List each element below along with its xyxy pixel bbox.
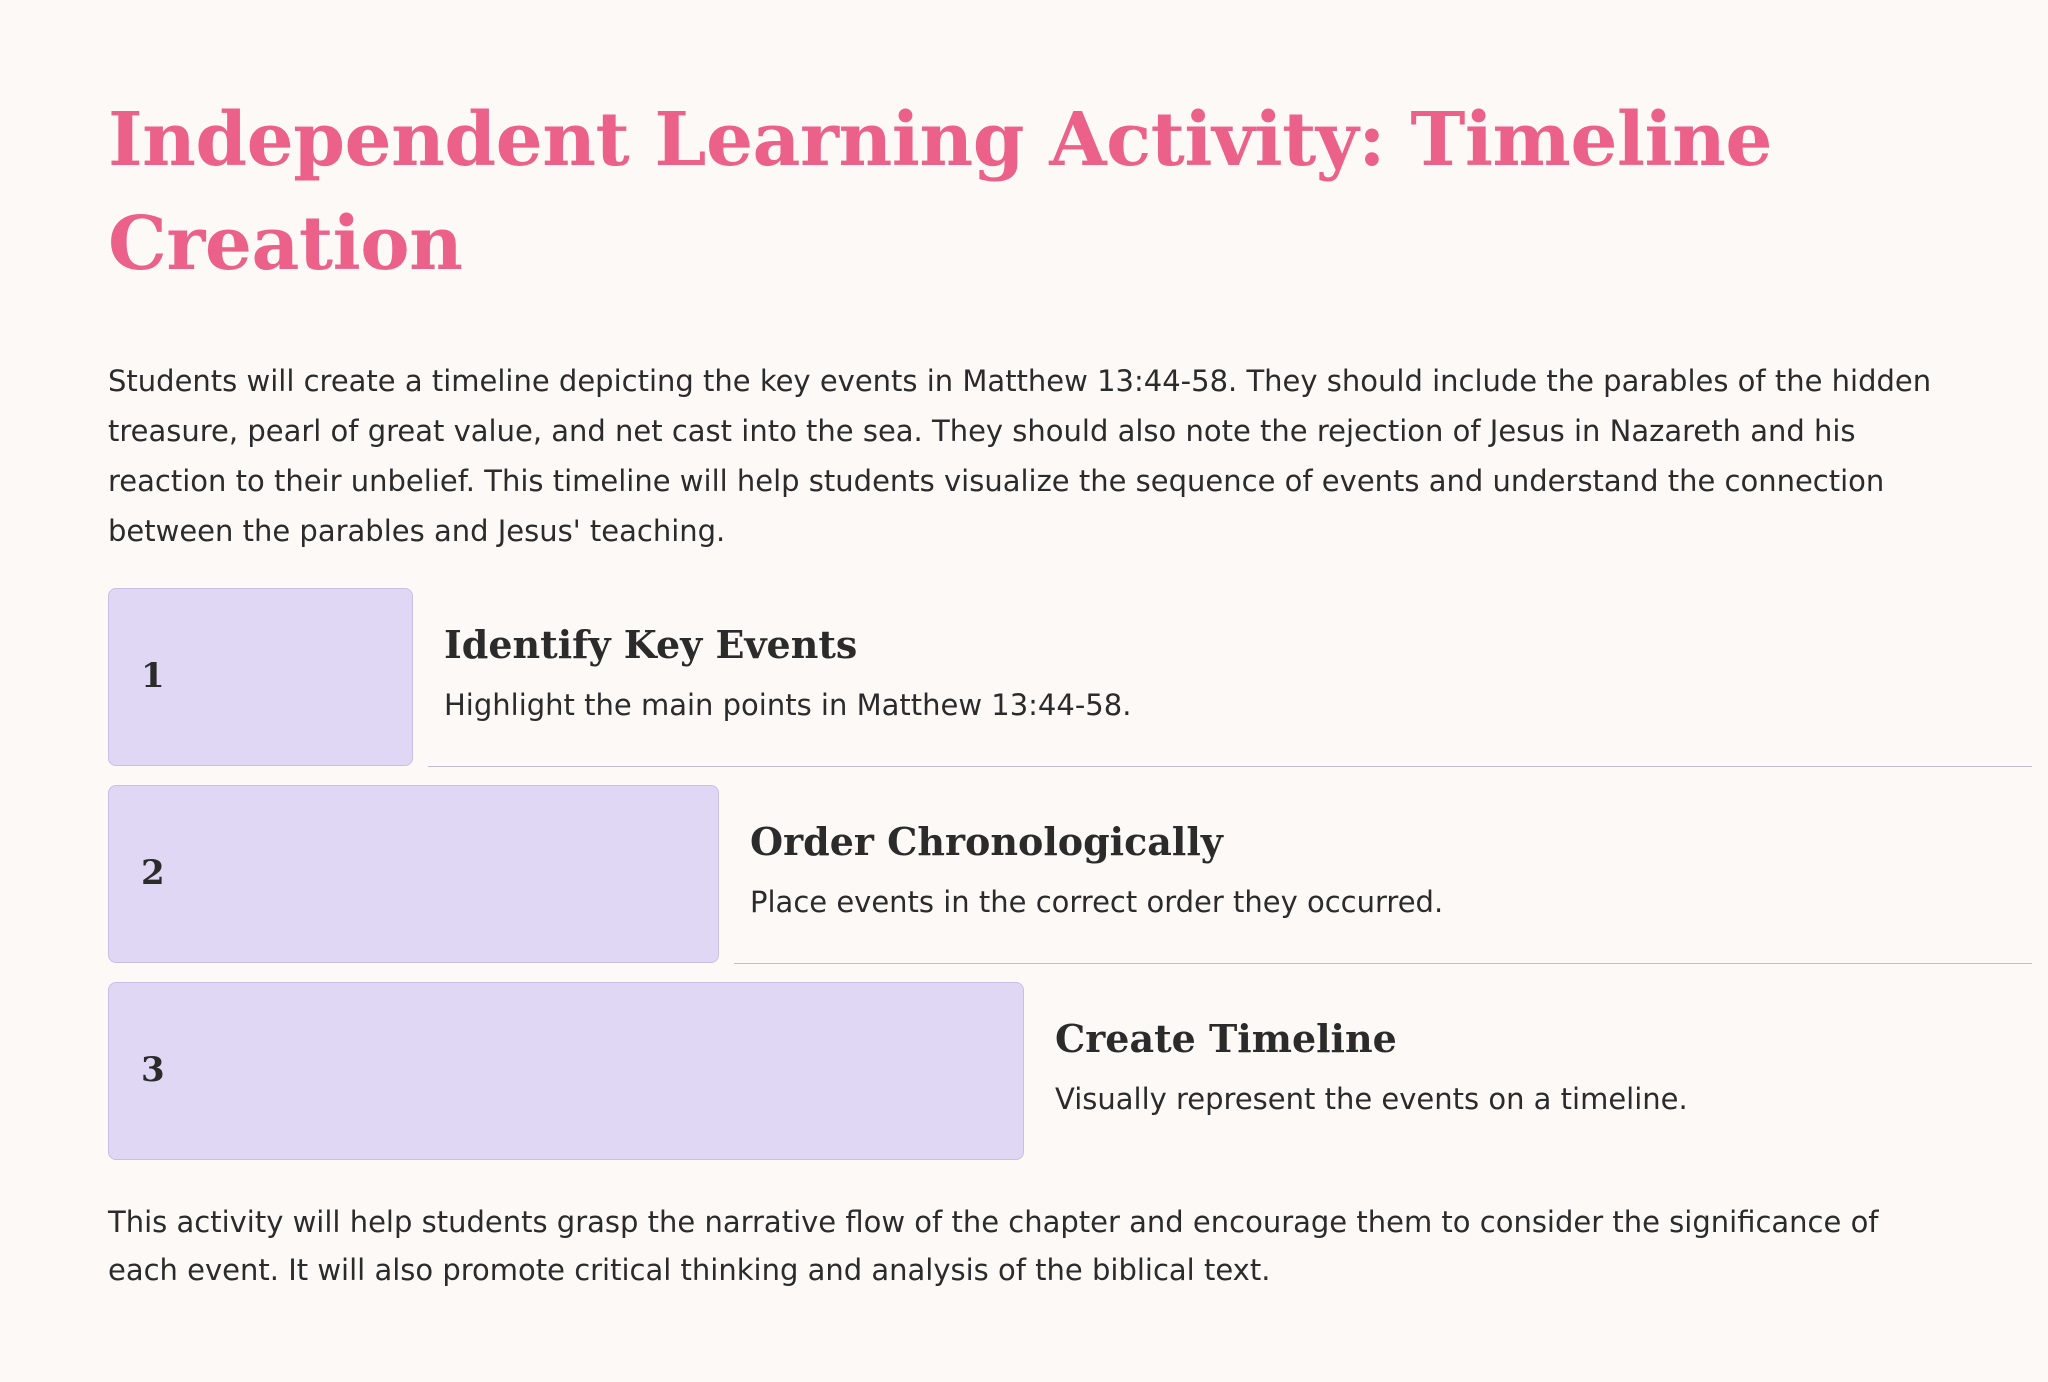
- outro-paragraph: This activity will help students grasp the narrative flow of the chapter and encourage them to consider the significance of each event. It will also promote critical thinking and analysis of the biblical text.: [108, 1205, 1879, 1287]
- step-number: 2: [141, 853, 165, 893]
- step-description: Place events in the correct order they occurred.: [750, 885, 1444, 919]
- step-divider: [428, 766, 2032, 767]
- step-title: Order Chronologically: [750, 819, 1223, 864]
- step-divider: [734, 963, 2032, 964]
- step-number-box: [108, 588, 413, 766]
- step-number: 1: [141, 656, 165, 696]
- step-number-box: [108, 785, 719, 963]
- step-number: 3: [141, 1050, 165, 1090]
- step-number-box: [108, 982, 1024, 1160]
- step-description: Highlight the main points in Matthew 13:44-58.: [444, 688, 1132, 722]
- timeline-step-2: [108, 785, 1928, 965]
- step-title: Identify Key Events: [444, 622, 858, 667]
- step-title: Create Timeline: [1055, 1016, 1397, 1061]
- timeline-step-3: [108, 982, 1928, 1162]
- page-title: Independent Learning Activity: Timeline Creation: [108, 97, 1772, 287]
- intro-paragraph: Students will create a timeline depicting the key events in Matthew 13:44-58. They should include the parables of the hidden treasure, pearl of great value, and net cast into the sea. They should also note the rejection of Jesus in Nazareth and his reaction to their unbelief. This timeline will help students visualize the sequence of events and understand the connection between the parables and Jesus' teaching.: [108, 364, 1932, 548]
- timeline-step-1: [108, 588, 1928, 768]
- step-description: Visually represent the events on a timeline.: [1055, 1082, 1688, 1116]
